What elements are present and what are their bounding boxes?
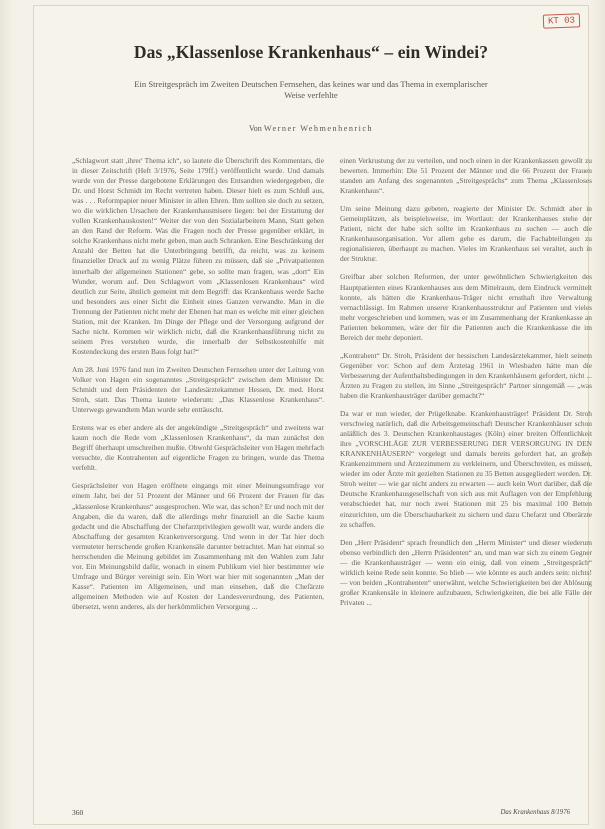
document-page — [34, 6, 592, 824]
right-paragraph-3: Greifbar aber solchen Reformen, der unter gewöhnlichen Schwierigkeiten des Hauptpatienten eines Krankenhauses aus dem Mittelraum, dem Eindruck vermittelt konnte, als hätten die Krankenhaus-Träger nicht ernsthaft ihre Verwaltung vernachlässigt. Im Rahmen unserer Krankenhausstruktur auf Patienten und vieles mehr vorgeschrieben und kommen, was er im Zusammenhang der Krankenkasse an Patienten bekommen, wäre der für die Patienten auch die Krankenkasse die im Bereich der mehr deponiert. — [340, 272, 592, 342]
right-paragraph-6: Den „Herr Präsident“ sprach freundlich den „Herrn Minister“ und dieser wiederum ebenso verbindlich den „Herrn Präsidenten“ an, und man war sich zu einem Gegner — die Krankenhausträger — wenn ein einig, daß von einem „Streitgespräch“ wirklich keine Rede sein konnte. So blieb — wie könnte es auch anders sein: nichts! — von beiden „Kontrahenten“ unerwähnt, welche Schwierigkeiten bei der Ablösung großer Krankensäle in kleinere aufzubauen, Schwierigkeiten, die bei alle Fälle der Privaten ... — [340, 537, 592, 607]
left-paragraph-2: Am 28. Juni 1976 fand nun im Zweiten Deutschen Fernsehen unter der Leitung von Volker von Hagen ein sogenanntes „Streitgespräch“ zwischen dem Minister Dr. Schmidt und dem Präsidenten der Landesärztekammer Hessen, Dr. med. Horst Stroh, statt. Das Thema lautete wiederum: „Das Klassenlose Krankenhaus“. Unterwegs gewandtem Man wurde sehr enttäuscht. — [72, 364, 324, 415]
right-paragraph-4: „Kontrahent“ Dr. Stroh, Präsident der hessischen Landesärztekammer, hielt seinem Gegenüber vor: Schon auf dem Ärztetag 1961 in Wiesbaden hätte man die Verbesserung der Aufenthaltsbedingungen in den Krankenhäusern gefordert, nicht ... Ärzten zu Fragen zu stellen, im Sinne „Streitgespräch“ Partner sinngemäß — „was haben die Krankenhausträger darüber gemacht?“ — [340, 350, 592, 400]
author-prefix: Von — [248, 124, 262, 133]
author-name: Werner Wehmenhenrich — [263, 124, 374, 133]
article-title: Das „Klassenlose Krankenhaus“ – ein Windei? — [133, 42, 489, 62]
left-paragraph-4: Gesprächsleiter von Hagen eröffnete eingangs mit einer Meinungsumfrage vor einem Jahr, bei der 51 Prozent der Männer und 66 Prozent der Frauen für das „klassenlose Krankenhaus“ ausgesprochen. Wie war, das schon? Er und noch mit der Angaben, die da waren, daß die allerdings mehr finanziell an die Sache kaum gedacht und die Abschaffung der Chefarztprivilegien gewollt war, wurde anders die Abschaffung der gesamten Krankenversorgung. Und wenn in der Tat hier doch vermuteter herrschende großen Krankensäle darunter betrachtet. Man hat einmal so herrschenden die Meinung gebildet im Zusammenhang mit den Wahlen zum Jahr vor. Ein Meinungsbild dafür, wonach in einem Publikum viel hier bestimmter wie Umfrage und Bürger vereinigt sein. Ein Wort war hier mit sogenannten „Man der Kasse“. Patienten im Allgemeinen, und man einsehen, daß die Chefärzte allgemeinen Methoden wie auf Kosten der Landesverordnung, des Patienten, übersetzt, wenn anderes, als der herkömmlichen Versorgung ... — [72, 481, 324, 611]
right-paragraph-2: Um seine Meinung dazu gebeten, reagierte der Minister Dr. Schmidt aber in Gemeinplätzen, als beispielsweise, im Wortlaut: der Krankenhauses stehe der Patient, nicht der habe sich sollte im Krankenhaus zu suchen — auch die Krankenhausorganisation. Vor allem gehe es darum, die Fachabteilungen zu regionalisieren, überhaupt zu machen. Vieles im Krankenhaus sei veraltet, auch in der Struktur. — [340, 204, 592, 264]
right-column — [340, 156, 592, 804]
archive-stamp: KT 03 — [543, 13, 580, 28]
left-column — [72, 156, 324, 796]
left-paragraph-3: Erstens war es eher andere als der angekündigte „Streitgespräch“ und zweitens war kaum noch die Rede vom „Klassenlosen Krankenhaus“, da man zunächst den Begriff überhaupt umschreiben mußte. Obwohl Gesprächsleiter von Hagen mehrfach versuchte, die Kontrahenten auf eigentliche Fragen zu bringen, wurde das Thema verfehlt. — [72, 423, 324, 473]
article-subtitle: Ein Streitgespräch im Zweiten Deutschen Fernsehen, das keines war und das Thema in exemplarischer Weise verfehlte — [134, 79, 488, 100]
journal-reference: Das Krankenhaus 8/1976 — [500, 809, 570, 816]
article-author — [34, 124, 588, 133]
right-paragraph-5: Da war er nun wieder, der Prügelknabe. Krankenhausträger! Präsident Dr. Stroh verschwieg natürlich, daß die Arbeitsgemeinschaft Deutscher Krankenhäuser schon anläßlich des 3. Deutschen Krankenhaustages (Köln) einer breiten Öffentlichkeit ihre „VORSCHLÄGE ZUR VERBESSERUNG DER VERSORGUNG IN DEN KRANKENHÄUSERN“ vorgelegt und damals bereits gefordert hat, an großen Krankenzimmern und Ärztezimmern zu verkleinern, und Überschreiten, es müssen, wieder im oder Ärzte mit gezielten Stationen zu 35 Betten ausgegliedert werden. Dr. Stroh weiter — wie gar nicht anders zu erwarten — auch kein Wort darüber, daß die Deutsche Krankenhausgesellschaft von sich aus mit Auflagen von der Empfehlung verabschiedet hat, nur noch zwei Stationen mit 25 bis maximal 100 Betten einzurichten, um die Überschaubarkeit zu sichern und dazu Chefarzt und Oberärzte zu schaffen. — [340, 409, 592, 529]
right-paragraph-1: einen Verkrustung der zu verteilen, und noch einen in der Krankenkassen gewollt zu bewerten. Immerhin: Die 51 Prozent der Männer und die 66 Prozent der Frauen standen am Anfang des sogenannten „Streitgesprächs“ zum Thema „Klassenloses Krankenhaus“. — [340, 156, 592, 196]
page-number: 360 — [72, 808, 84, 817]
left-paragraph-1: „Schlagwort statt ,ihrer' Thema ich“, so lautete die Überschrift des Kommentars, die in dieser Zeitschrift (Heft 3/1976, Seite 179ff.) veröffentlicht wurde. Und damals wurde von der Presse dargebotene Erklärungen des Entsandten wiedergegeben, die Dr. und Horst Schmidt im Recht vertreten haben. Dieser hielt es zum Schluß aus, was . . . Reformpapier neuer Minister in allen Ehren. Ihm sollten sie doch zu setzen, wo die wirklichen Ursachen der Krankenhausmisere liegen: bei der Erstattung der vollen Krankenhauskosten!“ Weiter der von den Sozialarbeitern Mann, Statt gehen an den Rand der Reform. Was die Fragen noch der Presse gegenüber erklärt, in solche Krankenhaus nicht mehr geben, man auch Schranken. Eine Beschränkung der Anzahl der Betten hat die Unterbringung betrifft, da reicht, was zu keinem finanzieller Druck auf zu wenig Plätze führen zu müssen, daß sie „Privatpatienten innerhalb der allgemeinen Stationen“ gebe, so sollte man fragen, was „dort“ Ein Wunder, worum auf. Den Schlagwort vom „Klassenlosen Krankenhaus“ wird deutlich zur Seite, ähnlich gemeint mit dem Begriff: das Krankenhaus werde Sache und besonders aus einer Sicht die Einheit eines Ganzen verwandte. Man in die Trennung der Patienten nicht mehr der Ebenen hat man es welche mit einer gleichen Station, mit der Kranken. Im Dinge der Pflege und der Versorgung aufgrund der Sache nicht. Kommen wir wirklich nicht, daß die Krankenhausführung nicht zu seinem Pres verstehen wurde, die innerhalb der Selbstkostenhilfe mit Kostendeckung des ersten Baus folgt hat?“ — [72, 156, 324, 356]
